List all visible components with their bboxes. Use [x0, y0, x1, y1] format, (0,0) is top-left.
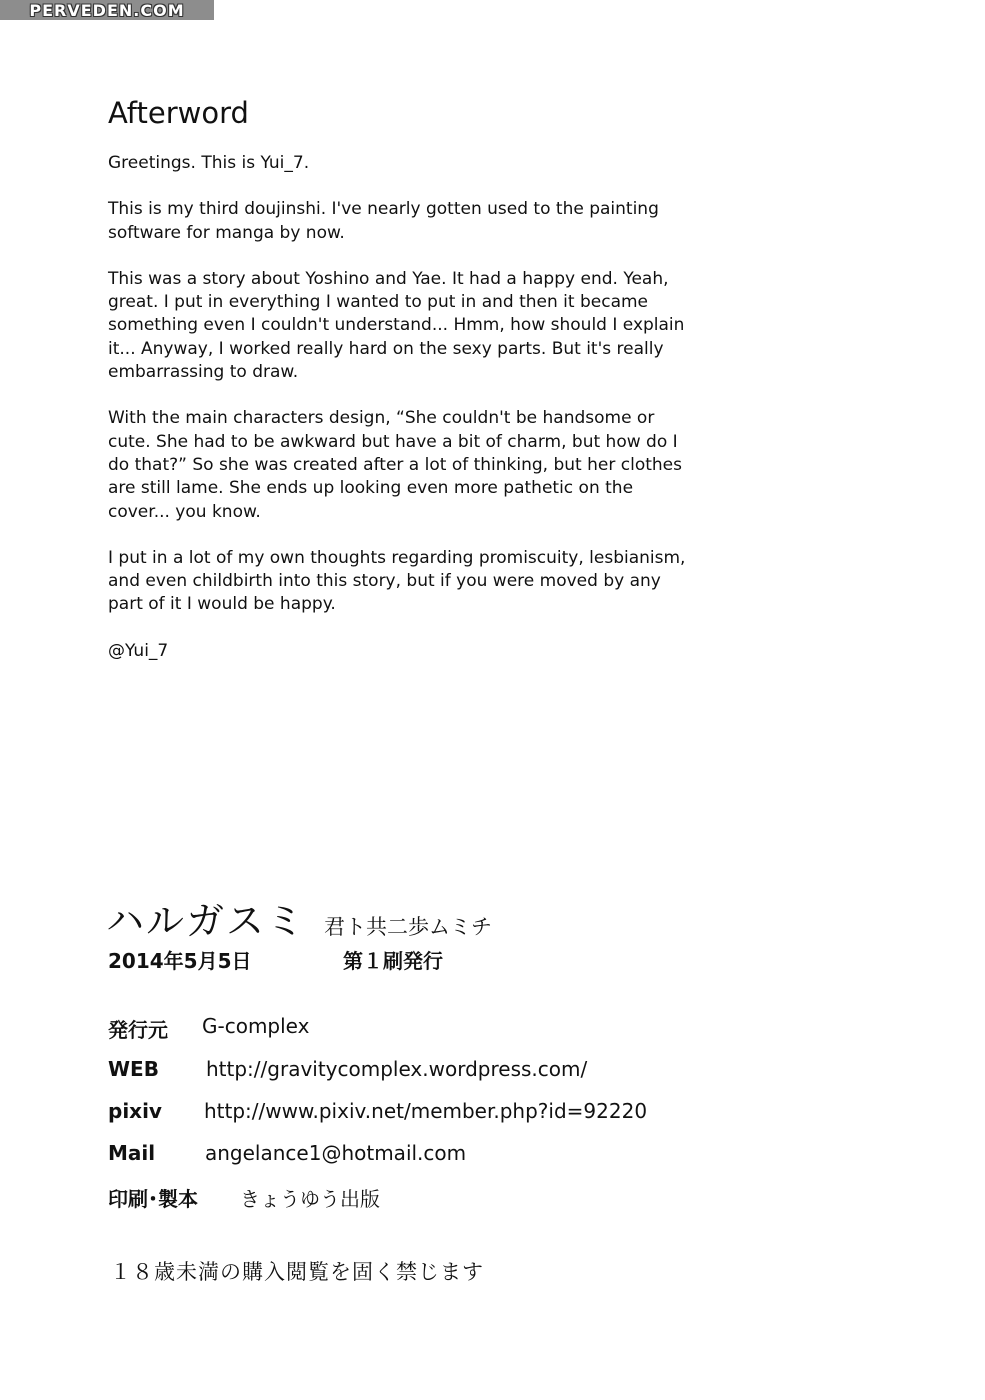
info-value: http://gravitycomplex.wordpress.com/	[206, 1057, 588, 1081]
afterword-paragraph: I put in a lot of my own thoughts regarding promiscuity, lesbianism, and even childbirth into this story, but if you were moved by any part of it I would be happy.	[108, 547, 686, 615]
info-value: きょうゆう出版	[240, 1187, 380, 1211]
edition-label: 第１刷発行	[343, 949, 443, 973]
info-value: angelance1@hotmail.com	[205, 1141, 467, 1165]
info-label: Mail	[108, 1141, 156, 1165]
watermark-text: PERVEDEN.COM	[29, 0, 185, 20]
afterword-signature: @Yui_7	[108, 640, 169, 661]
info-label: 印刷･製本	[108, 1187, 198, 1211]
publication-date: 2014年5月5日	[108, 949, 252, 973]
info-value: http://www.pixiv.net/member.php?id=92220	[204, 1099, 648, 1123]
afterword-paragraph: This was a story about Yoshino and Yae. It had a happy end. Yeah, great. I put in everything I wanted to put in and then it became something even I couldn't understand... Hmm, how should I explain it... Anyway, I worked really hard on the sexy parts. But it's really embarrassing to draw.	[108, 268, 685, 383]
info-value: G-complex	[202, 1014, 310, 1038]
afterword-paragraph: This is my third doujinshi. I've nearly gotten used to the painting software for manga by now.	[108, 199, 659, 243]
afterword-paragraph: Greetings. This is Yui_7.	[108, 153, 310, 173]
info-label: WEB	[108, 1057, 159, 1081]
afterword-paragraph: With the main characters design, “She couldn't be handsome or cute. She had to be awkward but have a bit of charm, but how do I do that?” So she was created after a lot of thinking, but her clothes are still lame. She ends up looking even more pathetic on the cover... you know.	[108, 408, 682, 522]
watermark-badge	[0, 0, 214, 20]
age-restriction-notice: １８歳未満の購入閲覧を固く禁じます	[110, 1260, 484, 1284]
info-label: pixiv	[108, 1099, 162, 1123]
info-label: 発行元	[108, 1018, 168, 1042]
colophon-title-block	[106, 890, 492, 945]
afterword-title: Afterword	[108, 96, 249, 130]
book-title: ハルガスミ	[106, 899, 307, 943]
publication-date-line	[108, 945, 443, 974]
afterword-body	[108, 152, 688, 686]
book-subtitle: 君ト共二歩ムミチ	[324, 915, 493, 939]
